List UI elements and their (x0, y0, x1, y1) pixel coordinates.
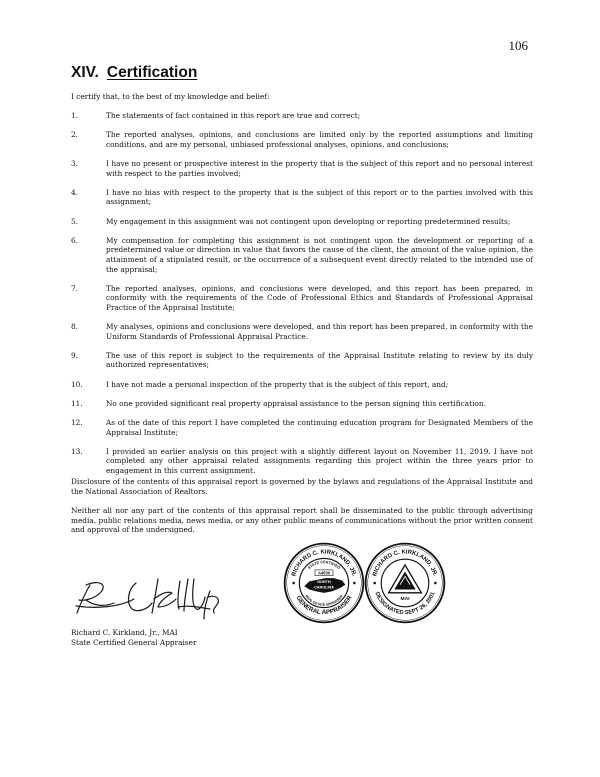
item-number: 8. (71, 322, 79, 332)
certification-item (71, 217, 533, 227)
certification-item (71, 380, 533, 390)
certification-item (71, 159, 533, 178)
page-number: 106 (508, 38, 528, 53)
seal-1-ring-top: RICHARD C. KIRKLAND, JR. (291, 549, 357, 578)
intro-paragraph: I certify that, to the best of my knowledge and belief: (71, 92, 270, 101)
item-text: The use of this report is subject to the requirements of the Appraisal Institute relating to review by its duly authorized representatives; (106, 350, 533, 370)
certification-item (71, 111, 533, 121)
seal-1-inner-top: STATE CERTIFIED (307, 560, 341, 571)
item-number: 3. (71, 158, 79, 168)
section-number: XIV. (71, 64, 99, 81)
item-number: 9. (71, 350, 79, 360)
item-text: The reported analyses, opinions, and conclusions are limited only by the reported assumptions and limiting conditions, and are my personal, unbiased professional analyses, opinions, and conclusions; (106, 130, 533, 149)
certification-item (71, 418, 533, 437)
item-text: My engagement in this assignment was not contingent upon developing or reporting predetermined results; (106, 216, 511, 226)
item-text: I have no bias with respect to the property that is the subject of this report or to the parties involved with this assignment; (106, 187, 533, 207)
item-number: 4. (71, 187, 79, 197)
certification-list (71, 111, 533, 485)
signer-name: Richard C. Kirkland, Jr., MAI (71, 628, 178, 637)
item-number: 2. (71, 130, 79, 140)
seal-1-state-line-2: CAROLINA (314, 585, 334, 590)
seal-1-state-line-1: NORTH (317, 580, 331, 584)
item-number: 13. (71, 446, 83, 456)
certification-item (71, 130, 533, 149)
seal-2-ring-bottom: DESIGNATED SEPT 26, 2001 (373, 591, 437, 617)
item-text: No one provided significant real property appraisal assistance to the person signing this certification. (106, 398, 486, 408)
certification-item (71, 188, 533, 207)
item-text: As of the date of this report I have completed the continuing education program for Designated Members of the Appraisal Institute; (106, 418, 533, 437)
item-number: 10. (71, 379, 83, 389)
certification-item (71, 399, 533, 409)
certification-item (71, 322, 533, 341)
section-heading (71, 64, 197, 82)
item-number: 1. (71, 111, 79, 120)
item-number: 7. (71, 283, 79, 293)
seal-2-ring-top: RICHARD C. KIRKLAND, JR. (372, 549, 438, 578)
item-text: My analyses, opinions and conclusions were developed, and this report has been prepared, in conformity with the Uniform Standards of Professional Appraisal Practice. (106, 322, 533, 341)
item-text: I have not made a personal inspection of the property that is the subject of this report, and; (106, 379, 449, 389)
signer-block (71, 628, 196, 647)
mai-designation-seal (364, 542, 446, 624)
disclosure-paragraph: Disclosure of the contents of this appraisal report is governed by the bylaws and regulations of the Appraisal Institute and the National Association of Realtors. (71, 477, 533, 496)
dissemination-paragraph: Neither all nor any part of the contents of this appraisal report shall be disseminated to the public through advertising media, public relations media, news media, or any other public means of communications without the prior written consent and approval of the undersigned. (71, 506, 533, 535)
item-number: 6. (71, 235, 79, 245)
item-text: The reported analyses, opinions, and conclusions were developed, and this report has been prepared, in conformity with the requirements of the Code of Professional Ethics and Standards of Professional Appraisal Practice of the Appraisal Institute; (106, 283, 533, 312)
seal-1-ring-bottom: GENERAL APPRAISER (294, 594, 354, 617)
certification-item (71, 447, 533, 476)
item-number: 5. (71, 216, 79, 226)
seal-1-license-number: A4500 (317, 570, 331, 576)
seal-1-inner-bottom: REAL ESTATE APPRAISER (304, 594, 344, 607)
section-title: Certification (106, 64, 198, 81)
item-number: 11. (71, 398, 83, 408)
certification-item (71, 236, 533, 274)
handwritten-signature (70, 573, 240, 623)
certification-item (71, 351, 533, 370)
item-text: My compensation for completing this assignment is not contingent upon the development or reporting of a predetermined value or direction in value that favors the cause of the client, the amount of the value opinion, the attainment of a stipulated result, or the occurrence of a subsequent event directly related to the intended use of the appraisal; (106, 235, 533, 274)
item-text: I provided an earlier analysis on this project with a slightly different layout on November 11, 2019. I have not completed any other appraisal related assignments regarding this project within the three years prior to engagement in this current assignment. (106, 446, 533, 475)
certification-item (71, 284, 533, 313)
item-number: 12. (71, 418, 83, 427)
seal-2-inner-label: MAI (400, 597, 410, 603)
item-text: The statements of fact contained in this report are true and correct; (106, 111, 361, 120)
signer-title: State Certified General Appraiser (71, 637, 197, 647)
state-certified-appraiser-seal (283, 542, 365, 624)
item-text: I have no present or prospective interest in the property that is the subject of this report and no personal interest with respect to the parties involved; (106, 158, 533, 178)
